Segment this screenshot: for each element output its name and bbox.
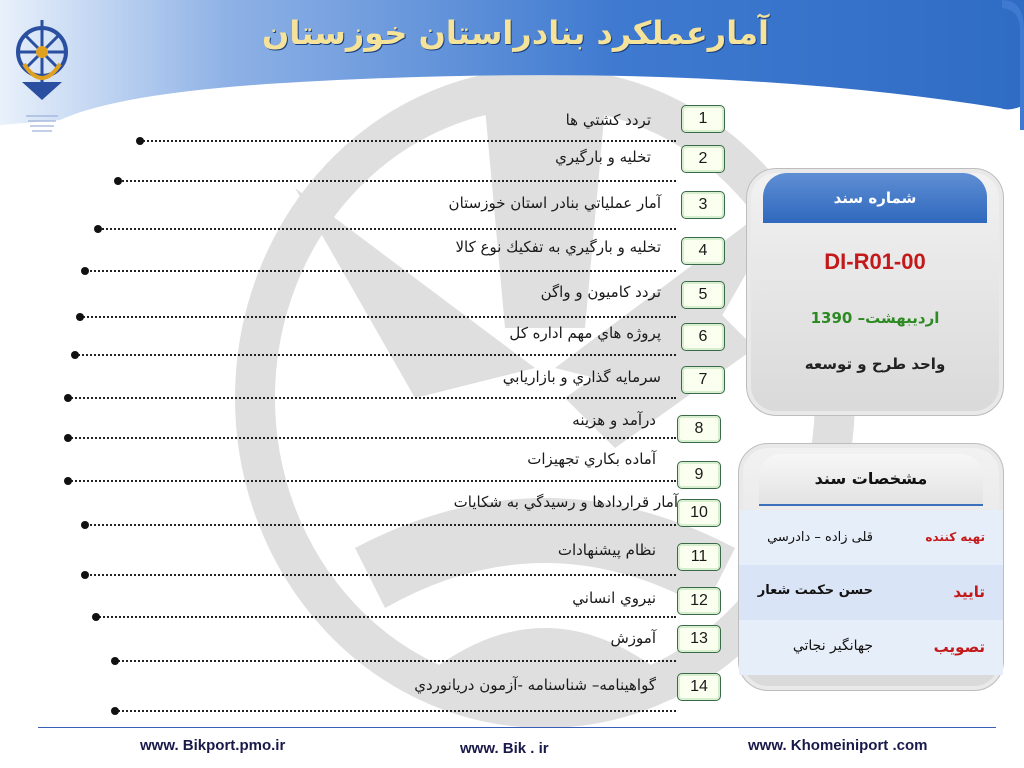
bullet-dot-icon xyxy=(92,613,100,621)
item-number-6[interactable]: 6 xyxy=(681,323,725,351)
dotted-divider xyxy=(85,270,676,272)
doc-date: ارديبهشت– 1390 xyxy=(810,309,940,327)
item-number-13[interactable]: 13 xyxy=(677,625,721,653)
item-number-4[interactable]: 4 xyxy=(681,237,725,265)
dotted-divider xyxy=(80,316,676,318)
dotted-divider xyxy=(75,354,676,356)
page-title: آمارعملکرد بنادراستان خوزستان xyxy=(262,14,769,52)
item-label-2[interactable]: تخليه و بارگيري xyxy=(555,148,651,166)
doc-spec-heading: مشخصات سند xyxy=(759,454,983,504)
spec-key: تهيه کننده xyxy=(925,530,985,544)
spec-row-approve xyxy=(739,565,1003,620)
doc-number-heading: شماره سند xyxy=(763,173,987,223)
bullet-dot-icon xyxy=(76,313,84,321)
item-number-12[interactable]: 12 xyxy=(677,587,721,615)
item-number-2[interactable]: 2 xyxy=(681,145,725,173)
dotted-divider xyxy=(68,480,676,482)
bullet-dot-icon xyxy=(81,267,89,275)
item-number-5[interactable]: 5 xyxy=(681,281,725,309)
spec-value: جهانگير نجاتي xyxy=(792,638,873,654)
item-label-5[interactable]: تردد کاميون و واگن xyxy=(540,283,661,301)
item-label-1[interactable]: تردد کشتي ها xyxy=(565,111,651,129)
item-number-14[interactable]: 14 xyxy=(677,673,721,701)
anchor-logo-icon xyxy=(12,12,72,132)
bullet-dot-icon xyxy=(136,137,144,145)
item-label-6[interactable]: پروژه هاي مهم اداره کل xyxy=(509,324,661,342)
bullet-dot-icon xyxy=(81,571,89,579)
item-number-1[interactable]: 1 xyxy=(681,105,725,133)
dotted-divider xyxy=(85,524,676,526)
item-label-7[interactable]: سرمايه گذاري و بازاريابي xyxy=(502,368,661,386)
spec-key: تاييد xyxy=(953,583,985,601)
spec-value: حسن حکمت شعار xyxy=(757,583,873,598)
dotted-divider xyxy=(118,180,676,182)
dotted-divider xyxy=(68,397,676,399)
item-label-14[interactable]: گواهينامه– شناسنامه -آزمون دريانوردي xyxy=(414,676,656,694)
bullet-dot-icon xyxy=(114,177,122,185)
dotted-divider xyxy=(140,140,676,142)
dotted-divider xyxy=(85,574,676,576)
bullet-dot-icon xyxy=(111,657,119,665)
footer-divider xyxy=(38,727,996,728)
doc-spec-panel xyxy=(738,443,1004,691)
dotted-divider xyxy=(98,228,676,230)
item-number-9[interactable]: 9 xyxy=(677,461,721,489)
bullet-dot-icon xyxy=(71,351,79,359)
item-number-10[interactable]: 10 xyxy=(677,499,721,527)
item-label-3[interactable]: آمار عملياتي بنادر استان خوزستان xyxy=(448,194,661,212)
footer-link-left[interactable]: www. Bikport.pmo.ir xyxy=(140,737,286,754)
doc-number-panel xyxy=(746,168,1004,416)
footer-link-center[interactable]: www. Bik . ir xyxy=(460,740,549,757)
dotted-divider xyxy=(115,660,676,662)
bullet-dot-icon xyxy=(64,394,72,402)
bullet-dot-icon xyxy=(64,434,72,442)
bullet-dot-icon xyxy=(111,707,119,715)
dotted-divider xyxy=(96,616,676,618)
item-label-12[interactable]: نيروي انساني xyxy=(572,589,656,607)
item-label-9[interactable]: آماده بکاري تجهيزات xyxy=(527,450,656,468)
spec-row-ratify xyxy=(739,620,1003,675)
bullet-dot-icon xyxy=(94,225,102,233)
spec-row-preparer xyxy=(739,510,1003,565)
dotted-divider xyxy=(115,710,676,712)
item-number-7[interactable]: 7 xyxy=(681,366,725,394)
doc-unit: واحد طرح و توسعه xyxy=(804,355,946,373)
item-label-11[interactable]: نظام پيشنهادات xyxy=(557,541,656,559)
item-label-13[interactable]: آموزش xyxy=(610,629,656,647)
footer-link-right[interactable]: www. Khomeiniport .com xyxy=(748,737,928,754)
dotted-divider xyxy=(68,437,676,439)
item-number-3[interactable]: 3 xyxy=(681,191,725,219)
item-label-10[interactable]: آمار قراردادها و رسيدگي به شکايات xyxy=(453,493,678,511)
spec-value: قلی زاده – دادرسي xyxy=(767,530,873,545)
item-label-4[interactable]: تخليه و بارگيري به تفکيك نوع كالا xyxy=(455,238,661,256)
item-number-8[interactable]: 8 xyxy=(677,415,721,443)
item-label-8[interactable]: درآمد و هزينه xyxy=(572,411,656,429)
spec-key: تصويب xyxy=(933,638,985,656)
bullet-dot-icon xyxy=(64,477,72,485)
doc-number: DI-R01-00 xyxy=(824,249,926,274)
bullet-dot-icon xyxy=(81,521,89,529)
item-number-11[interactable]: 11 xyxy=(677,543,721,571)
